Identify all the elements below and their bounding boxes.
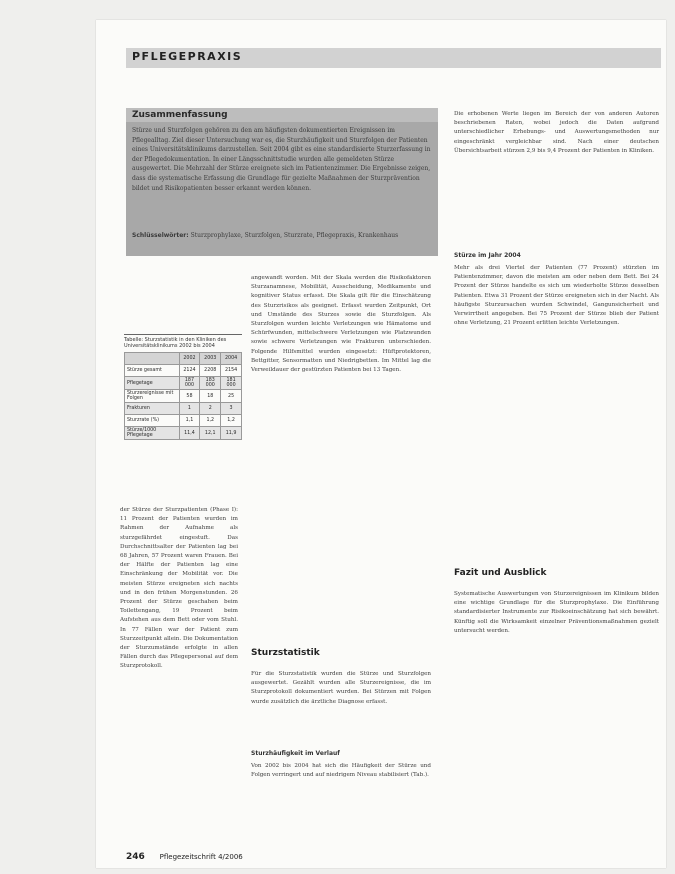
page-number: 246 bbox=[126, 852, 145, 862]
body-text-column-5: Die erhobenen Werte liegen im Bereich der von anderen Autoren beschriebenen Raten, wobei jedoch die Daten aufgrund unterschiedlicher Erhebungs- und Auswertungsmethoden nur eingeschränkt vergleichbar sind. Nach einer deutschen Übersichtsarbeit stürzen 2,9 bis 9,4 Prozent der Patienten in Kliniken. bbox=[454, 111, 659, 154]
body-text-column-6: Mehr als drei Viertel der Patienten (77 Prozent) stürzten im Patientenzimmer, davon die meisten am oder neben dem Bett. Bei 24 Prozent der Stürze handelte es sich um wiederholte Stürze desselben Patienten. Etwa 31 Prozent der Stürze ereigneten sich in der Nacht. Als häufigste Sturzursachen wurden Schwindel, Gangunsicherheit und Verwirrtheit angegeben. Bei 75 Prozent der Stürze blieb der Patient ohne Verletzung, 21 Prozent erlitten leichte Verletzungen. bbox=[454, 265, 659, 327]
table bbox=[124, 352, 242, 440]
table-cell: Stürze/1000 Pflegetage bbox=[125, 427, 180, 440]
table-cell: 18 bbox=[200, 390, 221, 403]
table-row bbox=[125, 415, 242, 427]
table-cell: 11,4 bbox=[179, 427, 200, 440]
section-title: PFLEGEPRAXIS bbox=[132, 50, 243, 63]
table-cell: 58 bbox=[179, 390, 200, 403]
subheading-2004: Stürze im Jahr 2004 bbox=[454, 252, 521, 259]
body-text-column-1: der Stürze der Sturzpatienten (Phase I): 11 Prozent der Patienten wurden im Rahmen der Aufnahme als sturzgefährdet eingestuft. Das Durchschnittsalter der Patienten lag bei 68 Jahren, 57 Prozent waren Frauen. Bei der Hälfte der Patienten lag eine Einschränkung der Mobilität vor. Die meisten Stürze ereigneten sich nachts und in den frühen Morgenstunden. 26 Prozent der Stürze geschahen beim Toilettengang, 19 Prozent beim Aufstehen aus dem Bett oder vom Stuhl. In 77 Fällen war der Patient zum Sturzzeitpunkt allein. Die Dokumentation der Sturzumstände erfolgte in allen Fällen durch das Pflegepersonal auf dem Sturzprotokoll. bbox=[120, 507, 238, 670]
table-cell: 2124 bbox=[179, 365, 200, 377]
table-cell: 1,1 bbox=[179, 415, 200, 427]
table-header bbox=[125, 353, 180, 365]
body-text-column-2: angewandt worden. Mit der Skala werden die Risikofaktoren Sturzanamnese, Mobilität, Ausscheidung, Medikamente und kognitiver Status erfasst. Die Skala gilt für die Einschätzung des Sturzrisikos als geeignet. Erfasst wurden Zeitpunkt, Ort und Umstände des Sturzes sowie die Sturzfolgen. Als Sturzfolgen wurden leichte Verletzungen wie Hämatome und Schürfwunden, mittelschwere Verletzungen wie Platzwunden sowie schwere Verletzungen wie Frakturen unterschieden. Folgende Hilfsmittel wurden eingesetzt: Hüftprotektoren, Bettgitter, Sensormatten und Niedrigbetten. Im Mittel lag die Verweildauer der gestürzten Patienten bei 13 Tagen. bbox=[251, 275, 431, 374]
table-cell: 183 000 bbox=[200, 377, 221, 390]
table-cell: Frakturen bbox=[125, 403, 180, 415]
table-cell: 187 000 bbox=[179, 377, 200, 390]
table-row bbox=[125, 390, 242, 403]
summary-text: Stürze und Sturzfolgen gehören zu den am häufigsten dokumentierten Ereignissen im Pflegealltag. Ziel dieser Untersuchung war es, die Sturzhäufigkeit und Sturzfolgen der Patienten eines Universitätsklinikums darzustellen. Seit 2004 gibt es eine standardisierte Sturzerfassung in der Pflegedokumentation. In einer Längsschnittstudie wurden alle gemeldeten Stürze ausgewertet. Die Mehrzahl der Stürze ereignete sich im Patientenzimmer. Die Ergebnisse zeigen, dass die systematische Erfassung die Grundlage für gezielte Maßnahmen der Sturzprävention bildet und Risikopatienten besser erkannt werden können. bbox=[132, 127, 431, 192]
table-row bbox=[125, 403, 242, 415]
summary-heading: Zusammenfassung bbox=[126, 108, 438, 122]
table-cell: Stürze gesamt bbox=[125, 365, 180, 377]
table-cell: 11,9 bbox=[221, 427, 242, 440]
table-cell: Sturzereignisse mit Folgen bbox=[125, 390, 180, 403]
table-cell: 3 bbox=[221, 403, 242, 415]
table-cell: 1,2 bbox=[200, 415, 221, 427]
table-cell: 2154 bbox=[221, 365, 242, 377]
body-text-column-4: Von 2002 bis 2004 hat sich die Häufigkeit der Stürze und Folgen verringert und auf niedrigem Niveau stabilisiert (Tab.). bbox=[251, 763, 431, 779]
table-row bbox=[125, 365, 242, 377]
table-cell: 1 bbox=[179, 403, 200, 415]
table-cell: 2 bbox=[200, 403, 221, 415]
section-heading-fazit: Fazit und Ausblick bbox=[454, 568, 547, 578]
table-cell: 12,1 bbox=[200, 427, 221, 440]
body-text-column-7: Systematische Auswertungen von Sturzereignissen im Klinikum bilden eine wichtige Grundlage für die Sturzprophylaxe. Die Einführung standardisierter Instrumente zur Risikoeinschätzung hat sich bewährt. Künftig soll die Wirksamkeit einzelner Präventionsmaßnahmen gezielt untersucht werden. bbox=[454, 591, 659, 634]
table-header: 2003 bbox=[200, 353, 221, 365]
keywords-label: Schlüsselwörter: bbox=[132, 232, 189, 239]
table-cell: Sturzrate (%) bbox=[125, 415, 180, 427]
journal-page bbox=[96, 20, 666, 868]
table-row bbox=[125, 427, 242, 440]
body-text-column-3: Für die Sturzstatistik wurden die Stürze und Sturzfolgen ausgewertet. Gezählt wurden alle Sturzereignisse, die im Sturzprotokoll dokumentiert wurden. Bei Stürzen mit Folgen wurde zusätzlich die ärztliche Diagnose erfasst. bbox=[251, 671, 431, 705]
page-footer bbox=[126, 852, 243, 862]
summary-keywords bbox=[132, 232, 432, 240]
table-row bbox=[125, 377, 242, 390]
keywords-value: Sturzprophylaxe, Sturzfolgen, Sturzrate, Pflegepraxis, Krankenhaus bbox=[190, 232, 399, 239]
table-header: 2004 bbox=[221, 353, 242, 365]
table-cell: 2208 bbox=[200, 365, 221, 377]
stats-table bbox=[124, 334, 242, 440]
table-caption: Tabelle: Sturzstatistik in den Kliniken des Universitätsklinikums 2002 bis 2004 bbox=[124, 337, 227, 349]
section-heading-sturzstatistik: Sturzstatistik bbox=[251, 648, 320, 658]
subheading-verlauf: Sturzhäufigkeit im Verlauf bbox=[251, 750, 340, 757]
table-header: 2002 bbox=[179, 353, 200, 365]
table-cell: 1,2 bbox=[221, 415, 242, 427]
journal-source: Pflegezeitschrift 4/2006 bbox=[159, 853, 243, 861]
table-cell: 181 000 bbox=[221, 377, 242, 390]
table-cell: 25 bbox=[221, 390, 242, 403]
table-cell: Pflegetage bbox=[125, 377, 180, 390]
